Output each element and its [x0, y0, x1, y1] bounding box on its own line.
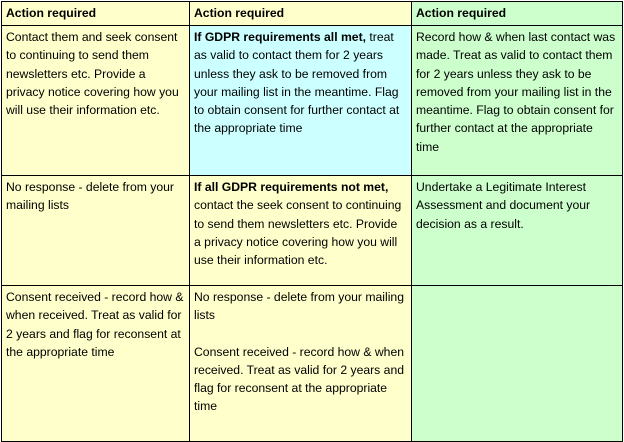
cell-contact-seek-consent: Contact them and seek consent to continuing to send them newsletters etc. Provide a privacy notice covering how you will use their information etc.: [2, 26, 190, 176]
header-cell-1: Action required: [2, 2, 190, 26]
gdpr-action-table: [1, 1, 623, 442]
cell-gdpr-all-met: [190, 26, 412, 176]
header-cell-3: Action required: [412, 2, 623, 26]
gdpr-not-met-label: If all GDPR requirements not met,: [194, 180, 389, 194]
no-response-paragraph: No response - delete from your mailing lists: [194, 290, 404, 323]
table-row: [2, 26, 623, 176]
consent-received-paragraph: Consent received - record how & when received. Treat as valid for 2 years and flag for reconsent at the appropriate time: [194, 344, 405, 414]
cell-gdpr-not-met: [190, 176, 412, 286]
gdpr-all-met-label: If GDPR requirements all met,: [194, 30, 367, 44]
cell-record-last-contact: Record how & when last contact was made. Treat as valid to contact them for 2 years unless they ask to be removed from your mailing list in the meantime. Flag to obtain consent for further contact at the appropriate time: [412, 26, 623, 176]
table-row: [2, 286, 623, 442]
cell-response-outcomes: [190, 286, 412, 442]
gdpr-all-met-text: treat as valid to contact them for 2 years unless they ask to be removed from your mailing list in the meantime. Flag to obtain consent for further contact at the appropriate time: [194, 30, 400, 136]
cell-no-response-delete: No response - delete from your mailing lists: [2, 176, 190, 286]
header-cell-2: Action required: [190, 2, 412, 26]
cell-empty: [412, 286, 623, 442]
cell-legitimate-interest: Undertake a Legitimate Interest Assessment and document your decision as a result.: [412, 176, 623, 286]
cell-consent-received: Consent received - record how & when received. Treat as valid for 2 years and flag for reconsent at the appropriate time: [2, 286, 190, 442]
table-row: [2, 176, 623, 286]
header-row: [2, 2, 623, 26]
gdpr-not-met-text: contact the seek consent to continuing to send them newsletters etc. Provide a privacy notice covering how you will use their information etc.: [194, 198, 402, 268]
